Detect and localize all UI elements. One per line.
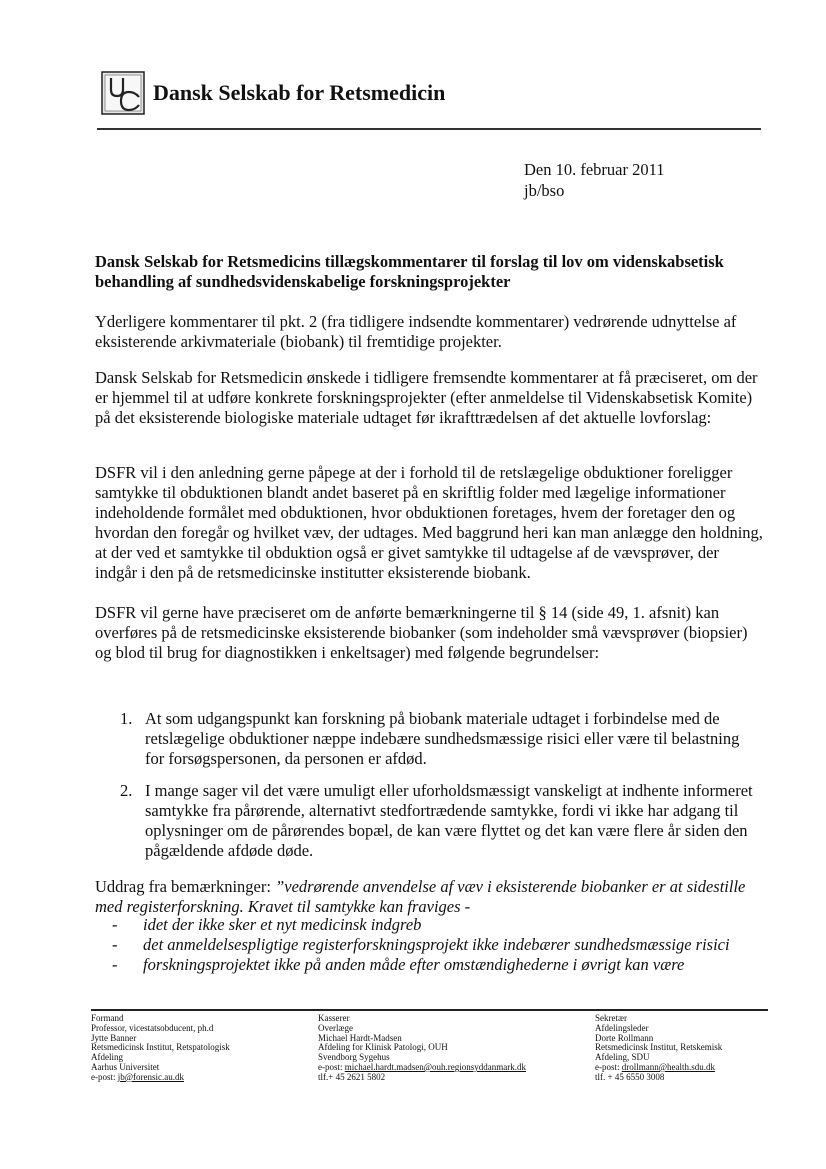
footer-kasserer [318, 1014, 526, 1083]
organization-name: Dansk Selskab for Retsmedicin [153, 80, 446, 105]
footer-org: Svendborg Sygehus [318, 1052, 390, 1063]
footer-title: Overlæge [318, 1022, 353, 1033]
footer-org: Aarhus Universitet [91, 1061, 160, 1072]
list-item-text: At som udgangspunkt kan forskning på biobank materiale udtaget i forbindelse med de retslægelige obduktioner næppe indebære sundhedsmæssige risici eller være til belastning for forsøgspersonen, da personen er afdød. [145, 709, 740, 768]
letter-title: Dansk Selskab for Retsmedicins tillægskommentarer til forslag til lov om videnskabsetisk behandling af sundhedsvidenskabelige forskningsprojekter [95, 252, 724, 291]
footer-role: Formand [91, 1013, 124, 1023]
footer-dept: Afdeling, SDU [595, 1052, 650, 1063]
bullet-dash: - [112, 915, 118, 934]
numbered-list-item [120, 709, 760, 769]
paragraph-3: DSFR vil i den anledning gerne påpege at der i forhold til de retslægelige obduktioner foreligger samtykke til obduktionen blandt andet baseret på en skriftlig folder med lægelige informationer indeholdende formålet med obduktionen, hvor obduktionen foretages, hvem der foretager den og hvordan den foregår og hvilket væv, der udtages. Med baggrund heri kan man anlægge den holdning, at der ved et samtykke til obduktion også er givet samtykke til udtagelse af de vævsprøver, der indgår i den på de retsmedicinske institutter eksisterende biobank. [95, 463, 763, 582]
footer-phone: tlf. + 45 6550 3008 [595, 1071, 665, 1082]
excerpt-quote: ”vedrørende anvendelse af væv i eksisterende biobanker er at sidestille med registerforskning. Kravet til samtykke kan fraviges - [95, 877, 746, 916]
bullet-dash: - [112, 955, 118, 974]
footer-dept: Afdeling [91, 1052, 123, 1063]
footer-dept: Afdeling for Klinisk Patologi, OUH [318, 1042, 448, 1053]
excerpt-lead: Uddrag fra bemærkninger: [95, 877, 276, 896]
letter-reference: jb/bso [524, 181, 565, 200]
bullet-item [112, 935, 762, 955]
date-block [524, 159, 665, 201]
footer-divider [91, 1009, 768, 1011]
footer-dept: Retsmedicinsk Institut, Retspatologisk [91, 1042, 230, 1053]
footer-role: Kasserer [318, 1013, 350, 1023]
list-item-text: I mange sager vil det være umuligt eller uforholdsmæssigt vanskeligt at indhente informeret samtykke fra pårørende, alternativt stedfortrædende samtykke, fordi vi ikke har adgang til oplysninger om de pårørendes bopæl, de kan være flyttet og det kan være flere år siden den pågældende afdøde døde. [145, 781, 753, 860]
bullet-text: det anmeldelsespligtige registerforskningsprojekt ikke indebærer sundhedsmæssige risici [143, 935, 730, 954]
footer-role: Sekretær [595, 1013, 627, 1023]
footer-email-link[interactable]: drollmann@health.sdu.dk [621, 1061, 716, 1072]
bullet-text: forskningsprojektet ikke på anden måde efter omstændighederne i øvrigt kan være [143, 955, 685, 974]
footer-phone: tlf.+ 45 2621 5802 [318, 1071, 386, 1082]
excerpt [95, 877, 760, 917]
letter-date: Den 10. februar 2011 [524, 160, 665, 179]
footer-email-link[interactable]: michael.hardt.madsen@ouh.regionsyddanmark.dk [344, 1061, 526, 1072]
list-number: 1. [120, 709, 133, 728]
paragraph-1: Yderligere kommentarer til pkt. 2 (fra tidligere indsendte kommentarer) vedrørende udnyttelse af eksisterende arkivmateriale (biobank) til fremtidige projekter. [95, 312, 737, 351]
list-number: 2. [120, 781, 133, 800]
bullet-item [112, 955, 762, 975]
footer-name: Jytte Banner [91, 1032, 137, 1043]
paragraph-2: Dansk Selskab for Retsmedicin ønskede i tidligere fremsendte kommentarer at få præciseret, om der er hjemmel til at udføre konkrete forskningsprojekter (efter anmeldelse til Videnskabsetisk Komite) på det eksisterende biologiske materiale udtaget før ikrafttrædelsen af det aktuelle lovforslag: [95, 368, 758, 427]
footer-email-link[interactable]: jb@forensic.au.dk [117, 1071, 185, 1082]
footer-email-label: e-post: [595, 1061, 622, 1072]
dsr-logo-icon [101, 71, 145, 115]
footer-sekretaer [595, 1014, 722, 1083]
footer-email-label: e-post: [91, 1071, 118, 1082]
footer-name: Michael Hardt-Madsen [318, 1032, 402, 1043]
footer-email-label: e-post: [318, 1061, 345, 1072]
numbered-list-item [120, 781, 760, 861]
bullet-list [112, 915, 762, 975]
footer-name: Dorte Rollmann [595, 1032, 654, 1043]
bullet-text: idet der ikke sker et nyt medicinsk indgreb [143, 915, 422, 934]
footer-formand [91, 1014, 230, 1083]
paragraph-4: DSFR vil gerne have præciseret om de anførte bemærkningerne til § 14 (side 49, 1. afsnit) kan overføres på de retsmedicinske eksisterende biobanker (som indeholder små vævsprøver (biopsier) og blod til brug for diagnostikken i enkeltsager) med følgende begrundelser: [95, 603, 748, 662]
bullet-dash: - [112, 935, 118, 954]
footer-title: Professor, vicestatsobducent, ph.d [91, 1022, 214, 1033]
footer-dept: Retsmedicinsk Institut, Retskemisk [595, 1042, 723, 1053]
header-divider [97, 128, 761, 130]
bullet-item [112, 915, 762, 935]
footer-title: Afdelingsleder [595, 1022, 649, 1033]
